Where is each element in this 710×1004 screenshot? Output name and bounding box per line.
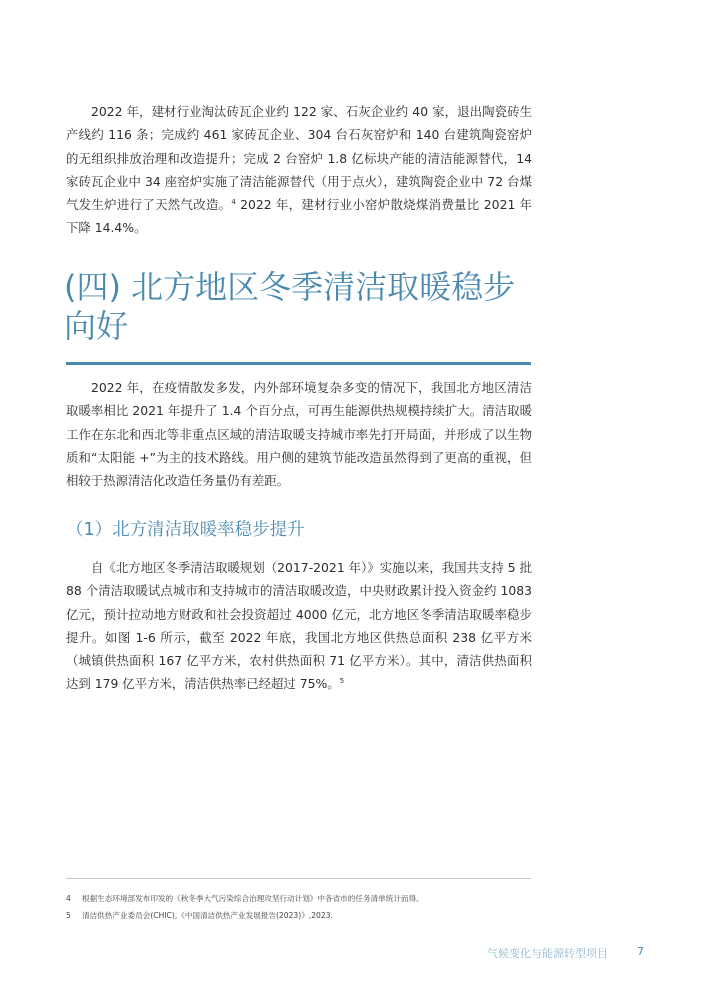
subsection-title: （1）北方清洁取暖率稳步提升	[66, 520, 305, 540]
footnote-number: 4	[66, 894, 71, 903]
footnote-divider	[66, 878, 531, 879]
paragraph-text: 自《北方地区冬季清洁取暖规划（2017-2021 年）》实施以来，我国共支持 5 批 88 个清洁取暖试点城市和支持城市的清洁取暖改造，中央财政累计投入资金约 1083 亿元，预计拉动地方财政和社会投资超过 4000 亿元，北方地区冬季清洁取暖率稳步提升。如图 1-6 所示，截至 2022 年底，我国北方地区供热总面积 238 亿平方米（城镇供热面积 167 亿平方米，农村供热面积 71 亿平方米）。其中，清洁供热面积达到 179 亿平方米，清洁供热率已经超过 75%。	[66, 560, 532, 692]
section-title: (四) 北方地区冬季清洁取暖稳步向好	[64, 268, 516, 345]
paragraph-text: 2022 年，在疫情散发多发，内外部环境复杂多变的情况下，我国北方地区清洁取暖率相比 2021 年提升了 1.4 个百分点，可再生能源供热规模持续扩大。清洁取暖工作在东北和西北等非重点区域的清洁取暖支持城市率先打开局面，并形成了以生物质和“太阳能 +”为主的技术路线。用户侧的建筑节能改造虽然得到了更高的重视，但相较于热源清洁化改造任务量仍有差距。	[66, 380, 532, 489]
footer-project-title: 气候变化与能源转型项目	[487, 947, 608, 960]
footnote-ref-4[interactable]: 4	[231, 198, 236, 207]
footnote-4	[66, 893, 424, 905]
paragraph-building-materials	[66, 100, 532, 240]
paragraph-text: 2022 年，建材行业淘汰砖瓦企业约 122 家、石灰企业约 40 家，退出陶瓷砖生产线约 116 条；完成约 461 家砖瓦企业、304 台石灰窑炉和 140 台建筑陶瓷窑炉的无组织排放治理和改造提升；完成 2 台窑炉 1.8 亿标块产能的清洁能源替代，14 家砖瓦企业中 34 座窑炉实施了清洁能源替代（用于点火），建筑陶瓷企业中 72 台煤气发生炉进行了天然气改造。	[66, 104, 532, 213]
paragraph-text-tail: 2022 年，建材行业小窑炉散烧煤消费量比 2021 年下降 14.4%。	[66, 197, 532, 236]
footnote-number: 5	[66, 911, 71, 920]
title-divider	[66, 362, 531, 365]
page-number: 7	[637, 945, 644, 958]
footnote-ref-5[interactable]: 5	[339, 677, 345, 686]
footnote-text: 清洁供热产业委员会(CHIC),《中国清洁供热产业发展报告(2023)》,2023.	[82, 911, 333, 920]
footnote-text: 根据生态环境部发布印发的《秋冬季大气污染综合治理攻坚行动计划》中各省市的任务清单统计而得。	[82, 894, 424, 903]
footnote-5	[66, 910, 333, 922]
paragraph-clean-heating-intro	[66, 376, 532, 492]
paragraph-clean-heating-detail	[66, 556, 532, 696]
